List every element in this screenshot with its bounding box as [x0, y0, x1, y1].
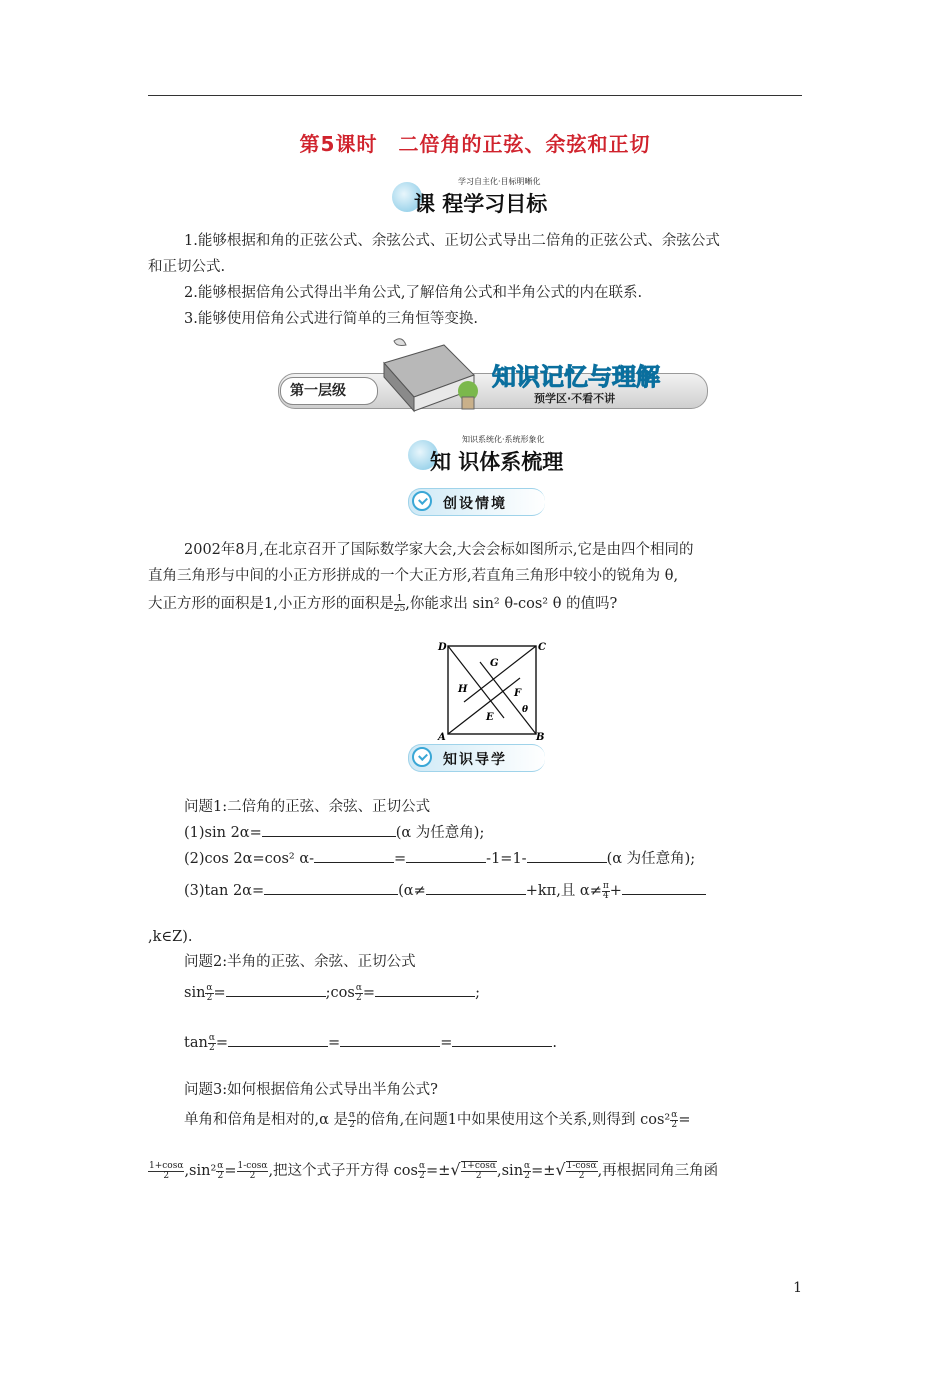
frac-num: π	[602, 880, 609, 891]
q1-l2c: -1=1-	[486, 851, 527, 867]
q3-l2a: ,sin²	[184, 1163, 217, 1179]
q2-cos: ;cos	[325, 985, 355, 1001]
frac-den: 2	[349, 1119, 355, 1130]
level-subtitle: 预学区·不看不讲	[534, 392, 616, 405]
frac-den: 2	[163, 1170, 170, 1181]
frac-num: α	[524, 1160, 531, 1171]
fraction-1pluscos-2	[148, 1162, 184, 1181]
pill-label: 创设情境	[443, 496, 507, 512]
label-C: C	[538, 642, 546, 653]
fraction-alpha-2	[208, 1034, 216, 1053]
q2-heading: 问题2:半角的正弦、余弦、正切公式	[184, 954, 416, 970]
objective-1-cont: 和正切公式.	[148, 259, 226, 275]
semicolon: ;	[475, 985, 480, 1001]
fraction-alpha-2	[348, 1111, 356, 1130]
frac-den: 2	[524, 1170, 530, 1181]
equals: =	[440, 1035, 453, 1051]
frac-den: 2	[356, 992, 362, 1003]
answer-blank[interactable]	[375, 980, 475, 997]
answer-blank[interactable]	[264, 878, 398, 895]
label-B: B	[536, 732, 545, 742]
label-E: E	[486, 712, 494, 723]
q3-line-1	[184, 1108, 690, 1132]
page-title: 第5课时 二倍角的正弦、余弦和正切	[299, 132, 651, 156]
q1-l3d: +	[609, 883, 622, 899]
label-A: A	[438, 732, 446, 742]
q2-line-2	[184, 1030, 557, 1055]
scenario-line-3b: ,你能求出 sin² θ-cos² θ 的值吗?	[405, 596, 618, 612]
label-theta: θ	[522, 705, 529, 715]
q1-l2d: (α 为任意角);	[606, 851, 696, 867]
section-header-sub: 知识系统化·系统形象化	[462, 435, 545, 444]
frac-num: α	[418, 1160, 426, 1171]
q3-l1b: 的倍角,在问题1中如果使用这个关系,则得到 cos²	[356, 1112, 671, 1128]
fraction-alpha-2	[523, 1162, 531, 1181]
section-header-title: 知 识体系梳理	[430, 450, 564, 474]
frac-den: 2	[206, 992, 213, 1003]
fraction-1minuscos-2	[237, 1162, 269, 1181]
check-circle-icon	[412, 747, 432, 767]
answer-blank[interactable]	[406, 846, 486, 863]
answer-blank[interactable]	[228, 1030, 328, 1047]
level-title: 知识记忆与理解	[492, 363, 660, 391]
objective-2: 2.能够根据倍角公式得出半角公式,了解倍角公式和半角公式的内在联系.	[184, 285, 643, 301]
frac-den: 2	[578, 1171, 585, 1181]
fraction-alpha-2	[205, 984, 213, 1003]
answer-blank[interactable]	[622, 878, 706, 895]
q1-l1a: (1)sin 2α=	[184, 825, 262, 841]
frac-num: α	[206, 982, 213, 993]
q1-line-1	[184, 820, 484, 845]
pill-knowledge-guide	[408, 744, 545, 772]
period: .	[552, 1035, 557, 1051]
frac-den: 25	[393, 603, 406, 614]
q1-l2a: (2)cos 2α=cos² α-	[184, 851, 315, 867]
frac-num: α	[217, 1160, 224, 1171]
frac-num: 1	[394, 595, 405, 605]
frac-num: 1+cosα	[149, 1160, 184, 1171]
q1-line-4: ,k∈Z).	[148, 929, 193, 945]
fraction-1pluscos-2-root	[461, 1161, 497, 1181]
frac-den: 2	[475, 1171, 482, 1181]
q3-l2d: =±	[426, 1163, 451, 1179]
equals: =	[362, 985, 376, 1001]
objective-1: 1.能够根据和角的正弦公式、余弦公式、正切公式导出二倍角的正弦公式、余弦公式	[184, 233, 720, 249]
level-label: 第一层级	[290, 383, 346, 399]
q2-sin: sin	[184, 985, 206, 1001]
frac-den: 2	[208, 1042, 215, 1053]
answer-blank[interactable]	[262, 820, 396, 837]
section-header-knowledge	[408, 434, 588, 476]
frac-num: 1+cosα	[461, 1161, 496, 1171]
q1-heading: 问题1:二倍角的正弦、余弦、正切公式	[184, 799, 431, 815]
q3-line-2	[148, 1158, 718, 1183]
q1-line-3	[184, 878, 706, 903]
frac-den: 2	[217, 1170, 224, 1181]
fraction-1-25	[394, 595, 405, 614]
frac-num: α	[349, 1109, 356, 1120]
q1-l3c: +kπ,且 α≠	[525, 883, 602, 899]
equals: =	[215, 1035, 229, 1051]
q1-l2b: =	[394, 851, 407, 867]
q1-l3b: (α≠	[398, 883, 426, 899]
top-rule	[148, 95, 802, 96]
answer-blank[interactable]	[226, 980, 326, 997]
q3-l1c: =	[678, 1112, 691, 1128]
equals: =	[213, 985, 226, 1001]
sqrt-icon: √	[555, 1160, 566, 1179]
answer-blank[interactable]	[527, 846, 607, 863]
page-number: 1	[793, 1280, 802, 1296]
book-illustration-icon	[374, 335, 484, 415]
label-G: G	[490, 658, 499, 669]
scenario-line-2: 直角三角形与中间的小正方形拼成的一个大正方形,若直角三角形中较小的锐角为 θ,	[148, 568, 679, 584]
q2-line-1	[184, 980, 480, 1005]
label-F: F	[514, 688, 522, 699]
frac-den: 2	[671, 1119, 678, 1130]
frac-num: 1-cosα	[566, 1161, 597, 1171]
equals: =	[328, 1035, 341, 1051]
level-banner	[278, 335, 710, 415]
frac-den: 2	[419, 1170, 425, 1181]
scenario-line-1: 2002年8月,在北京召开了国际数学家大会,大会会标如图所示,它是由四个相同的	[184, 542, 694, 558]
q3-l2b: =	[224, 1163, 237, 1179]
fraction-pi-4	[602, 882, 610, 901]
q3-l2e: ,sin	[497, 1163, 524, 1179]
frac-den: 4	[602, 890, 609, 901]
q1-l3a: (3)tan 2α=	[184, 883, 265, 899]
label-H: H	[458, 684, 468, 695]
section-header-objectives	[392, 176, 572, 218]
q3-l1a: 单角和倍角是相对的,α 是	[184, 1112, 349, 1128]
q1-l1b: (α 为任意角);	[395, 825, 485, 841]
sqrt-icon: √	[450, 1160, 461, 1179]
label-D: D	[438, 642, 447, 653]
q3-l2c: ,把这个式子开方得 cos	[268, 1163, 418, 1179]
fraction-alpha-2	[418, 1162, 426, 1181]
q3-l2f: =±	[531, 1163, 556, 1179]
fraction-1minuscos-2-root	[566, 1161, 598, 1181]
answer-blank[interactable]	[340, 1030, 440, 1047]
pill-label: 知识导学	[443, 752, 507, 768]
frac-num: α	[208, 1032, 215, 1043]
scenario-line-3	[148, 592, 617, 616]
section-header-title: 课 程学习目标	[414, 192, 548, 216]
square-diagram	[436, 636, 548, 742]
pill-create-scenario	[408, 488, 545, 516]
frac-num: 1-cosα	[237, 1160, 268, 1171]
check-circle-icon	[412, 491, 432, 511]
scenario-line-3a: 大正方形的面积是1,小正方形的面积是	[148, 596, 394, 612]
frac-num: α	[355, 982, 362, 993]
objective-3: 3.能够使用倍角公式进行简单的三角恒等变换.	[184, 311, 478, 327]
q2-tan: tan	[184, 1035, 208, 1051]
section-header-sub: 学习自主化·目标明晰化	[458, 177, 541, 186]
frac-num: α	[671, 1109, 678, 1120]
q3-heading: 问题3:如何根据倍角公式导出半角公式?	[184, 1082, 438, 1098]
answer-blank[interactable]	[452, 1030, 552, 1047]
q3-l2g: ,再根据同角三角函	[597, 1163, 719, 1179]
answer-blank[interactable]	[426, 878, 526, 895]
frac-den: 2	[249, 1170, 256, 1181]
answer-blank[interactable]	[314, 846, 394, 863]
q1-line-2	[184, 846, 695, 871]
fraction-alpha-2	[355, 984, 363, 1003]
